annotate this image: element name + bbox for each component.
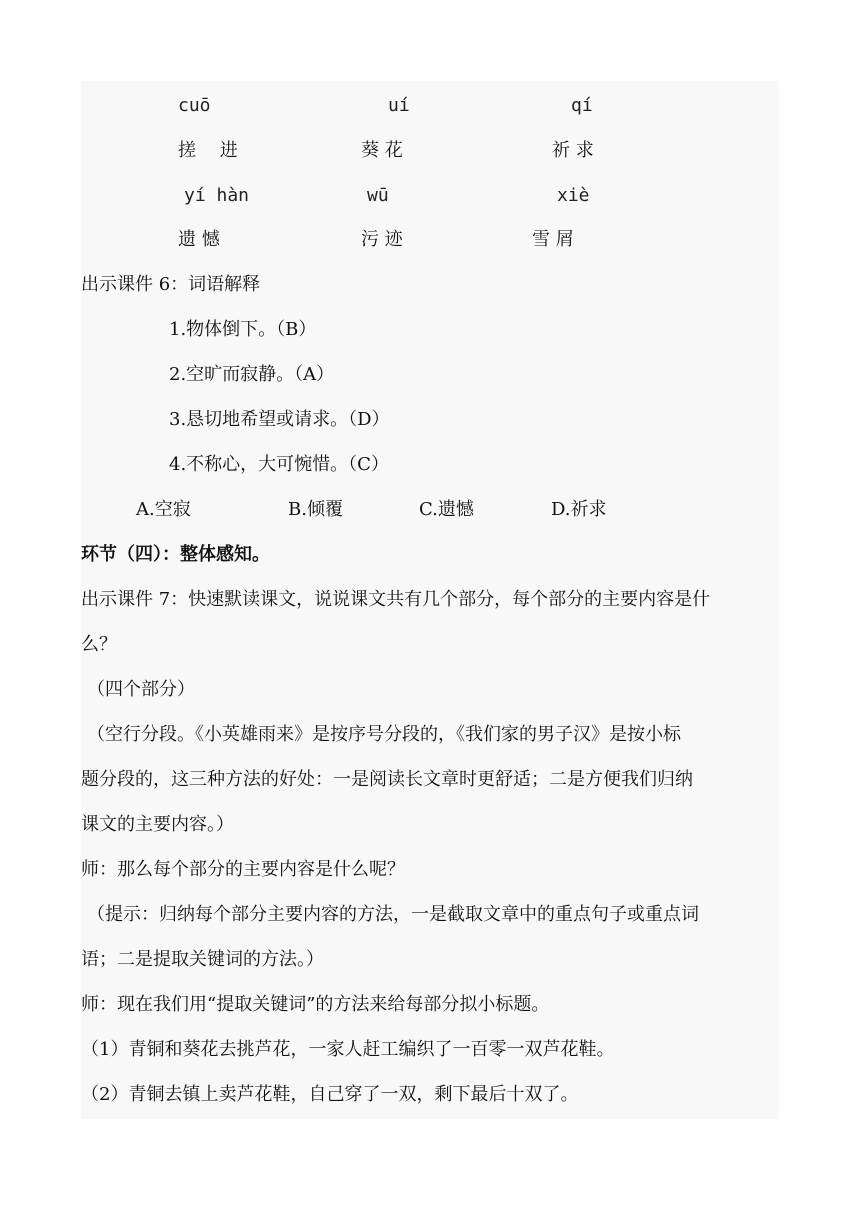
definition-item: 3.恳切地希望或请求。（D）	[169, 409, 390, 430]
option-a: A.空寂	[136, 499, 191, 520]
word-qiqiu: 祈 求	[552, 140, 594, 161]
summary-item: （2）青铜去镇上卖芦花鞋，自己穿了一双，剩下最后十双了。	[81, 1084, 579, 1105]
option-b: B.倾覆	[288, 499, 343, 520]
word-cuojin: 搓 进	[178, 140, 238, 161]
definition-item: 2.空旷而寂静。（A）	[169, 364, 335, 385]
summary-item: （1）青铜和葵花去挑芦花，一家人赶工编织了一百零一双芦花鞋。	[81, 1039, 615, 1060]
note-line: （空行分段。《小英雄雨来》是按序号分段的，《我们家的男子汉》是按小标	[87, 724, 681, 745]
courseware6-heading: 出示课件 6：词语解释	[81, 274, 261, 295]
definition-item: 4.不称心，大可惋惜。（C）	[169, 454, 389, 475]
document-page	[81, 81, 779, 1119]
hint-line: 语；二是提取关键词的方法。）	[81, 949, 324, 970]
note-line: 题分段的，这三种方法的好处：一是阅读长文章时更舒适；二是方便我们归纳	[81, 769, 693, 790]
word-xuexie: 雪 屑	[532, 229, 574, 250]
word-kuihua: 葵 花	[361, 140, 403, 161]
option-d: D.祈求	[551, 499, 607, 520]
pinyin-kui: uí	[388, 95, 410, 116]
courseware7-line: 么？	[81, 634, 117, 655]
pinyin-cuo: cuō	[178, 95, 211, 116]
note-line: 课文的主要内容。）	[81, 814, 234, 835]
hint-line: （提示：归纳每个部分主要内容的方法，一是截取文章中的重点句子或重点词	[87, 904, 699, 925]
section4-heading: 环节（四）：整体感知。	[81, 544, 270, 565]
word-yihan: 遗 憾	[178, 229, 220, 250]
word-wuji: 污 迹	[361, 229, 403, 250]
teacher-question: 师：那么每个部分的主要内容是什么呢？	[81, 859, 405, 880]
option-c: C.遗憾	[419, 499, 474, 520]
pinyin-yihan: yí hàn	[184, 185, 250, 206]
definition-item: 1.物体倒下。（B）	[169, 319, 317, 340]
courseware7-line: 出示课件 7：快速默读课文，说说课文共有几个部分，每个部分的主要内容是什	[81, 589, 711, 610]
teacher-instruction: 师：现在我们用“提取关键词”的方法来给每部分拟小标题。	[81, 994, 550, 1015]
pinyin-xie: xiè	[557, 185, 590, 206]
pinyin-wu: wū	[367, 185, 389, 206]
answer-parts: （四个部分）	[87, 679, 195, 700]
pinyin-qi: qí	[571, 95, 593, 116]
